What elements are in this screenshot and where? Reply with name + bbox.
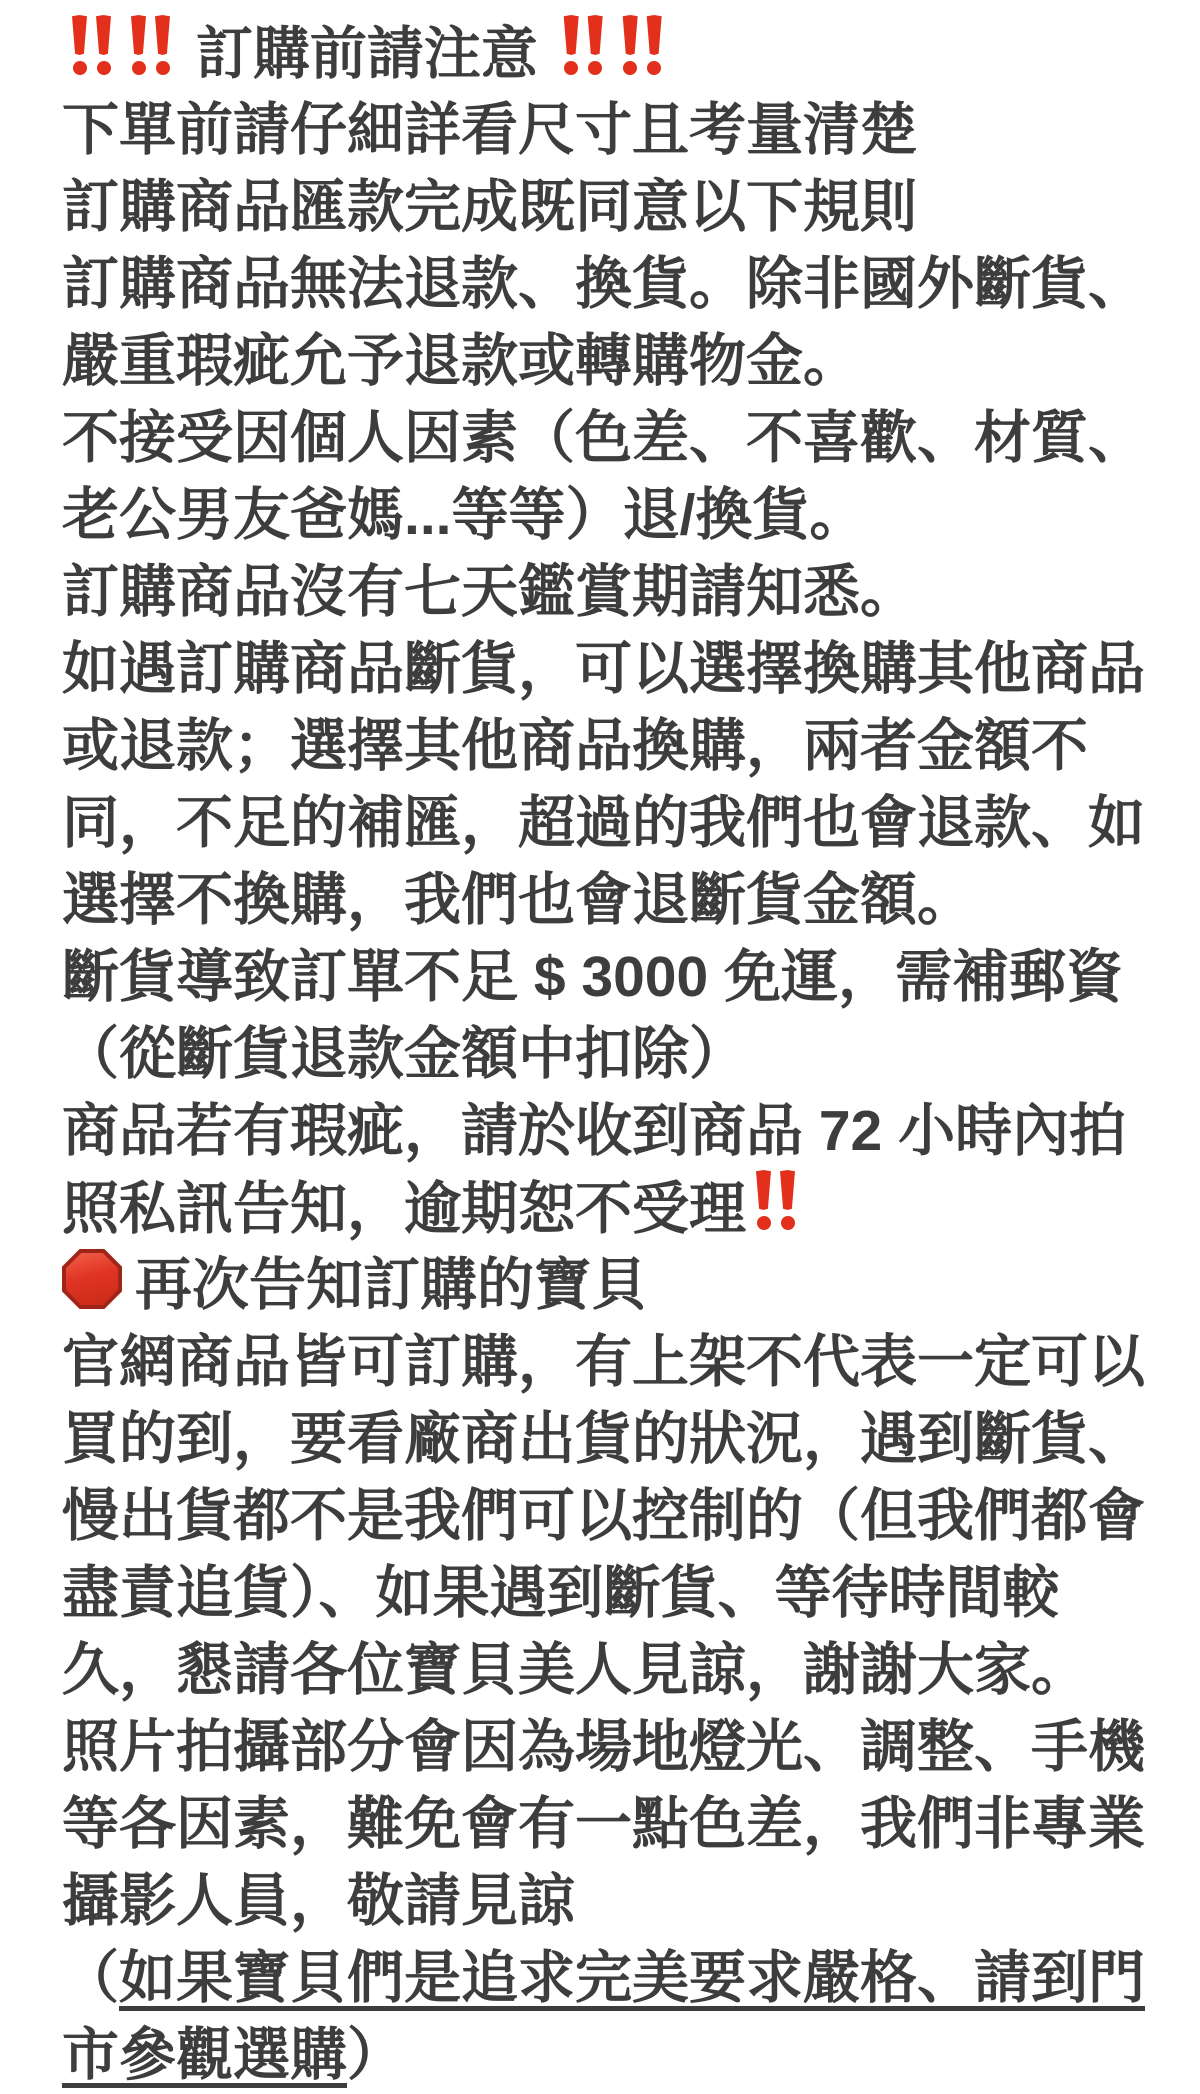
notice-line [62,1093,1170,1170]
notice-text: 同，不足的補匯，超過的我們也會退款、如 [62,791,1145,855]
notice-text: 訂購前請注意 [180,22,554,86]
exclamation-mark [154,15,171,75]
notice-line [62,2017,1170,2094]
double-exclamation-icon [71,15,112,75]
notice-text: 斷貨導致訂單不足 $ 3000 免運，需補郵資 [62,945,1124,1009]
notice-text: 不接受因個人因素（色差、不喜歡、材質、 [62,406,1145,470]
notice-line [62,1555,1170,1632]
notice-line [62,92,1170,169]
notice-line [62,785,1170,862]
exclamation-mark [587,15,604,75]
notice-line [62,862,1170,939]
notice-line [62,1016,1170,1093]
exclamation-mark [755,1170,772,1230]
notice-line [62,554,1170,631]
exclamation-mark [646,15,663,75]
notice-line [62,1940,1170,2017]
double-exclamation-icon [622,15,663,75]
notice-text: 攝影人員，敬請見諒 [62,1869,575,1933]
double-exclamation-icon [130,15,171,75]
notice-text: 下單前請仔細詳看尺寸且考量清楚 [62,98,917,162]
notice-text: 久，懇請各位寶貝美人見諒，謝謝大家。 [62,1638,1088,1702]
notice-line [62,939,1170,1016]
notice-text: 等各因素，難免會有一點色差，我們非專業 [62,1792,1145,1856]
notice-line [62,1632,1170,1709]
notice-text: 如遇訂購商品斷貨，可以選擇換購其他商品 [62,637,1145,701]
double-exclamation-icon [563,15,604,75]
notice-line [62,1709,1170,1786]
notice-text: 買的到，要看廠商出貨的狀況，遇到斷貨、 [62,1407,1145,1471]
notice-line [62,1247,1170,1324]
notice-line [62,1786,1170,1863]
notice-line [62,246,1170,323]
notice-line [62,1324,1170,1401]
exclamation-mark [95,15,112,75]
notice-text: 訂購商品匯款完成既同意以下規則 [62,175,917,239]
exclamation-mark [622,15,639,75]
notice-text: 或退款；選擇其他商品換購，兩者金額不 [62,714,1088,778]
exclamation-mark [779,1170,796,1230]
notice-text: 訂購商品無法退款、換貨。除非國外斷貨、 [62,252,1145,316]
notice-text: 老公男友爸媽...等等）退/換貨。 [62,483,867,547]
notice-text: 商品若有瑕疵，請於收到商品 72 小時內拍 [62,1099,1127,1163]
notice-text: 照私訊告知，逾期恕不受理 [62,1177,746,1241]
notice-text: 如果寶貝們是追求完美要求嚴格、請到門 [119,1946,1145,2010]
exclamation-mark [130,15,147,75]
notice-line [62,1401,1170,1478]
notice-line [62,477,1170,554]
notice-text: 訂購商品沒有七天鑑賞期請知悉。 [62,560,917,624]
notice [62,15,1170,2094]
notice-line [62,15,1170,92]
notice-text: 官網商品皆可訂購，有上架不代表一定可以 [62,1330,1145,1394]
notice-text: 慢出貨都不是我們可以控制的（但我們都會 [62,1484,1145,1548]
notice-line [62,400,1170,477]
exclamation-mark [71,15,88,75]
notice-line [62,323,1170,400]
double-exclamation-icon [755,1170,796,1230]
notice-line [62,169,1170,246]
notice-line [62,631,1170,708]
notice-text: 盡責追貨）、如果遇到斷貨、等待時間較 [62,1561,1060,1625]
notice-line [62,1170,1170,1247]
notice-text: 再次告知訂購的寶貝 [135,1253,648,1317]
notice-line [62,708,1170,785]
stop-sign-icon [62,1249,122,1309]
notice-text: 市參觀選購 [62,2023,347,2087]
notice-line [62,1863,1170,1940]
notice-text: 照片拍攝部分會因為場地燈光、調整、手機 [62,1715,1145,1779]
notice-text: ） [347,2023,404,2087]
exclamation-mark [563,15,580,75]
notice-text: 選擇不換購，我們也會退斷貨金額。 [62,868,974,932]
notice-text: （從斷貨退款金額中扣除） [62,1022,746,1086]
notice-line [62,1478,1170,1555]
notice-text: 嚴重瑕疵允予退款或轉購物金。 [62,329,860,393]
notice-text: （ [62,1946,119,2010]
